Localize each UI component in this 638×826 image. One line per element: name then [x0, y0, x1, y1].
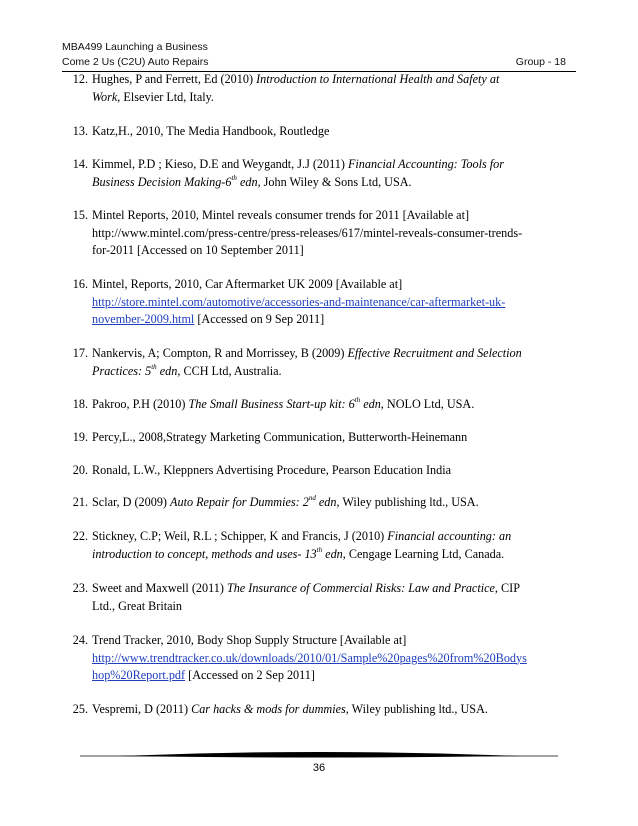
- ref-text: Mintel, Reports, 2010, Car Aftermarket UK 2009 [Available at]: [92, 277, 403, 291]
- ref-text: Katz,H., 2010, The Media Handbook, Routledge: [92, 124, 330, 138]
- ref-text: Stickney, C.P; Weil, R.L ; Schipper, K and Francis, J (2010): [92, 529, 388, 543]
- ref-text: [Accessed on 9 Sep 2011]: [194, 312, 325, 326]
- ref-text: [Accessed on 2 Sep 2011]: [185, 668, 315, 682]
- reference-item: [72, 71, 557, 106]
- ref-title: Financial accounting: an: [387, 529, 512, 543]
- ref-title: Work: [92, 89, 118, 104]
- reference-item: [72, 396, 557, 414]
- ref-title: Practices: 5: [92, 363, 152, 378]
- ref-text: , Elsevier Ltd, Italy.: [117, 89, 214, 104]
- header-course: MBA499 Launching a Business: [62, 41, 208, 53]
- reference-number: 19.: [72, 430, 88, 444]
- reference-item: [72, 528, 557, 563]
- reference-item: [72, 632, 557, 685]
- ref-title: edn,: [156, 363, 181, 378]
- reference-item: [72, 156, 557, 191]
- ref-text: CCH Ltd, Australia.: [180, 363, 282, 378]
- reference-item: [72, 276, 557, 329]
- ref-title: edn,: [236, 174, 261, 189]
- reference-number: 18.: [72, 397, 88, 411]
- ref-text: NOLO Ltd, USA.: [383, 397, 475, 411]
- ref-text: John Wiley & Sons Ltd, USA.: [260, 174, 412, 189]
- ref-title: edn: [322, 546, 343, 561]
- ref-text: , CIP: [494, 581, 520, 595]
- ref-url-text: http://www.mintel.com/press-centre/press-releases/617/mintel-reveals-consumer-trends-: [92, 225, 523, 240]
- header-group: Group - 18: [515, 56, 566, 68]
- ref-superscript: nd: [308, 494, 316, 502]
- page-number: 36: [312, 762, 326, 774]
- ref-hyperlink[interactable]: http://store.mintel.com/automotive/accessories-and-maintenance/car-aftermarket-uk-: [92, 294, 506, 309]
- reference-number: 14.: [72, 157, 88, 171]
- reference-number: 16.: [72, 277, 88, 291]
- ref-title: The Insurance of Commercial Risks: Law and Practice: [226, 581, 495, 595]
- ref-superscript: th: [316, 545, 323, 554]
- ref-text: , Wiley publishing ltd., USA.: [345, 702, 488, 716]
- reference-number: 15.: [72, 208, 88, 222]
- ref-text: Sweet and Maxwell (2011): [92, 581, 227, 595]
- header-project: Come 2 Us (C2U) Auto Repairs: [62, 56, 209, 68]
- ref-text: for-2011 [Accessed on 10 September 2011]: [92, 243, 304, 257]
- ref-superscript: th: [231, 173, 237, 182]
- ref-text: Mintel Reports, 2010, Mintel reveals consumer trends for 2011 [Available at]: [92, 208, 470, 222]
- ref-title: Effective Recruitment and Selection: [347, 346, 522, 360]
- footer-divider: [80, 744, 558, 764]
- ref-hyperlink[interactable]: november-2009.html: [92, 312, 195, 326]
- reference-item: [72, 580, 557, 615]
- ref-title: edn,: [360, 397, 384, 411]
- ref-text: Percy,L., 2008,Strategy Marketing Communication, Butterworth-Heinemann: [92, 430, 468, 444]
- ref-title: Introduction to International Health and Safety at: [256, 72, 500, 86]
- ref-text: Kimmel, P.D ; Kieso, D.E and Weygandt, J.J (2011): [92, 157, 348, 171]
- ref-title: Auto Repair for Dummies: 2: [170, 495, 309, 509]
- ref-text: Ronald, L.W., Kleppners Advertising Procedure, Pearson Education India: [92, 463, 451, 477]
- ref-hyperlink[interactable]: http://www.trendtracker.co.uk/downloads/2010/01/Sample%20pages%20from%20Bodys: [92, 650, 527, 665]
- reference-item: [72, 494, 557, 512]
- ref-text: Nankervis, A; Compton, R and Morrissey, B (2009): [92, 346, 348, 360]
- ref-superscript: th: [354, 396, 361, 404]
- ref-text: Vespremi, D (2011): [92, 702, 192, 716]
- reference-item: [72, 701, 557, 719]
- reference-item: [72, 207, 557, 260]
- reference-number: 21.: [72, 495, 88, 509]
- reference-item: [72, 123, 557, 141]
- reference-number: 23.: [72, 581, 88, 595]
- ref-title: edn,: [315, 495, 340, 509]
- ref-hyperlink[interactable]: hop%20Report.pdf: [92, 668, 186, 682]
- ref-text: Pakroo, P.H (2010): [92, 397, 189, 411]
- ref-text: Ltd., Great Britain: [92, 598, 183, 613]
- reference-number: 17.: [72, 346, 88, 360]
- ref-title: The Small Business Start-up kit: 6: [188, 397, 355, 411]
- ref-text: Wiley publishing ltd., USA.: [339, 495, 479, 509]
- reference-item: [72, 345, 557, 380]
- reference-number: 13.: [72, 124, 88, 138]
- reference-item: [72, 462, 557, 480]
- reference-number: 22.: [72, 529, 88, 543]
- ref-superscript: th: [151, 362, 157, 371]
- ref-text: , Cengage Learning Ltd, Canada.: [342, 546, 505, 561]
- reference-item: [72, 429, 557, 447]
- ref-title: Business Decision Making-6: [92, 174, 232, 189]
- reference-number: 24.: [72, 633, 88, 647]
- reference-number: 25.: [72, 702, 88, 716]
- ref-title: Financial Accounting: Tools for: [347, 157, 505, 171]
- ref-text: Sclar, D (2009): [92, 495, 171, 509]
- ref-title: Car hacks & mods for dummies: [191, 702, 346, 716]
- ref-text: Hughes, P and Ferrett, Ed (2010): [92, 72, 257, 86]
- reference-number: 12.: [72, 72, 88, 86]
- ref-title: introduction to concept, methods and uses- 13: [92, 546, 317, 561]
- ref-text: Trend Tracker, 2010, Body Shop Supply Structure [Available at]: [92, 633, 407, 647]
- reference-number: 20.: [72, 463, 88, 477]
